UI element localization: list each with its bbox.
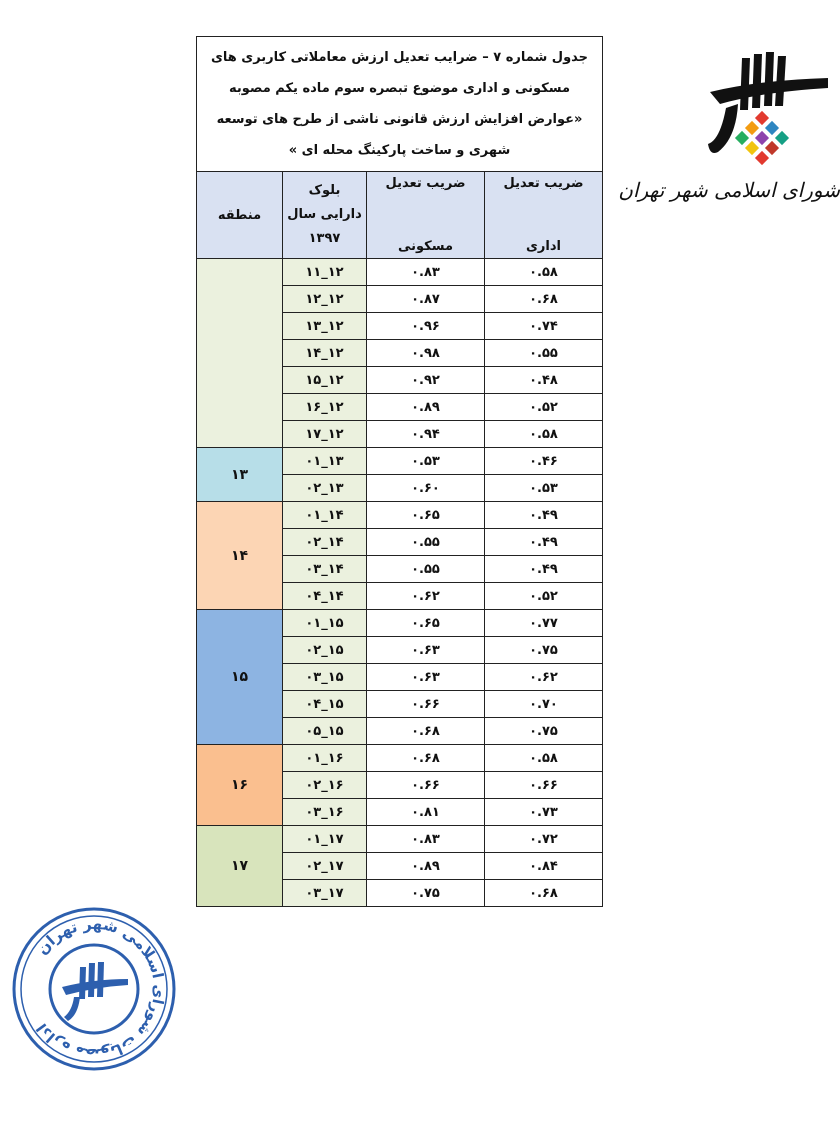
zone-cell	[197, 259, 283, 448]
table-row	[197, 745, 603, 772]
residential-coefficient: ۰.۸۹	[367, 394, 485, 421]
office-coefficient: ۰.۷۴	[485, 313, 603, 340]
header-block-line2: دارایی سال	[287, 207, 362, 222]
official-seal	[0, 905, 188, 1073]
residential-coefficient: ۰.۹۶	[367, 313, 485, 340]
title-line-1: جدول شماره ۷ – ضرایب تعدیل ارزش معاملاتی کاربری های	[210, 50, 589, 65]
residential-coefficient: ۰.۶۵	[367, 610, 485, 637]
zone-cell: ۱۷	[197, 826, 283, 907]
seal-stamp-icon	[0, 905, 188, 1073]
block-code: ۱۶_۰۳	[283, 799, 367, 826]
block-code: ۱۷_۰۲	[283, 853, 367, 880]
block-code: ۱۴_۰۴	[283, 583, 367, 610]
header-residential-line1: ضریب تعدیل	[385, 176, 466, 191]
logo-diamond	[745, 141, 759, 155]
block-code: ۱۵_۰۲	[283, 637, 367, 664]
logo-diamond	[745, 121, 759, 135]
office-coefficient: ۰.۵۲	[485, 583, 603, 610]
block-code: ۱۶_۰۱	[283, 745, 367, 772]
residential-coefficient: ۰.۷۵	[367, 880, 485, 907]
header-block-line3: ۱۳۹۷	[308, 231, 341, 246]
zone-cell: ۱۴	[197, 502, 283, 610]
office-coefficient: ۰.۷۲	[485, 826, 603, 853]
office-coefficient: ۰.۵۸	[485, 259, 603, 286]
residential-coefficient: ۰.۹۲	[367, 367, 485, 394]
block-code: ۱۲_۱۵	[283, 367, 367, 394]
residential-coefficient: ۰.۵۵	[367, 529, 485, 556]
office-coefficient: ۰.۴۶	[485, 448, 603, 475]
council-emblem-icon	[650, 48, 840, 178]
residential-coefficient: ۰.۵۳	[367, 448, 485, 475]
block-code: ۱۲_۱۱	[283, 259, 367, 286]
residential-coefficient: ۰.۹۸	[367, 340, 485, 367]
block-code: ۱۵_۰۴	[283, 691, 367, 718]
office-coefficient: ۰.۶۸	[485, 286, 603, 313]
residential-coefficient: ۰.۹۴	[367, 421, 485, 448]
logo-diamond	[755, 151, 769, 165]
block-code: ۱۴_۰۱	[283, 502, 367, 529]
office-coefficient: ۰.۸۴	[485, 853, 603, 880]
residential-coefficient: ۰.۶۶	[367, 772, 485, 799]
office-coefficient: ۰.۵۵	[485, 340, 603, 367]
block-code: ۱۲_۱۷	[283, 421, 367, 448]
residential-coefficient: ۰.۸۱	[367, 799, 485, 826]
residential-coefficient: ۰.۸۳	[367, 826, 485, 853]
residential-coefficient: ۰.۸۷	[367, 286, 485, 313]
block-code: ۱۲_۱۳	[283, 313, 367, 340]
logo-diamond	[755, 131, 769, 145]
header-block-line1: بلوک	[308, 183, 341, 198]
residential-coefficient: ۰.۶۲	[367, 583, 485, 610]
council-logo	[618, 48, 840, 218]
block-code: ۱۴_۰۳	[283, 556, 367, 583]
office-coefficient: ۰.۵۸	[485, 745, 603, 772]
residential-coefficient: ۰.۶۶	[367, 691, 485, 718]
header-zone: منطقه	[197, 172, 283, 259]
office-coefficient: ۰.۵۸	[485, 421, 603, 448]
zone-cell: ۱۶	[197, 745, 283, 826]
header-office-line1: ضریب تعدیل	[503, 176, 584, 191]
header-office-line2: اداری	[526, 239, 561, 254]
header-office	[485, 172, 603, 259]
table-row	[197, 259, 603, 286]
office-coefficient: ۰.۶۸	[485, 880, 603, 907]
office-coefficient: ۰.۶۶	[485, 772, 603, 799]
residential-coefficient: ۰.۶۳	[367, 637, 485, 664]
block-code: ۱۳_۰۱	[283, 448, 367, 475]
table-row	[197, 826, 603, 853]
office-coefficient: ۰.۷۵	[485, 637, 603, 664]
header-residential	[367, 172, 485, 259]
block-code: ۱۵_۰۱	[283, 610, 367, 637]
residential-coefficient: ۰.۵۵	[367, 556, 485, 583]
office-coefficient: ۰.۴۹	[485, 502, 603, 529]
office-coefficient: ۰.۷۳	[485, 799, 603, 826]
header-residential-line2: مسکونی	[397, 239, 454, 254]
residential-coefficient: ۰.۸۹	[367, 853, 485, 880]
table-row	[197, 448, 603, 475]
residential-coefficient: ۰.۶۸	[367, 745, 485, 772]
header-block	[283, 172, 367, 259]
residential-coefficient: ۰.۶۳	[367, 664, 485, 691]
office-coefficient: ۰.۵۲	[485, 394, 603, 421]
title-line-4: شهری و ساخت پارکینگ محله ای »	[288, 143, 511, 158]
office-coefficient: ۰.۷۷	[485, 610, 603, 637]
office-coefficient: ۰.۷۰	[485, 691, 603, 718]
block-code: ۱۴_۰۲	[283, 529, 367, 556]
logo-diamond	[775, 131, 789, 145]
table-title	[197, 37, 603, 172]
block-code: ۱۵_۰۳	[283, 664, 367, 691]
office-coefficient: ۰.۴۹	[485, 556, 603, 583]
block-code: ۱۲_۱۶	[283, 394, 367, 421]
title-line-2: مسکونی و اداری موضوع تبصره سوم ماده یکم مصوبه	[229, 81, 570, 96]
office-coefficient: ۰.۴۹	[485, 529, 603, 556]
zone-cell: ۱۳	[197, 448, 283, 502]
table-body	[197, 259, 603, 907]
logo-diamond	[755, 111, 769, 125]
adjustment-coefficients-table	[196, 36, 603, 907]
office-coefficient: ۰.۴۸	[485, 367, 603, 394]
table-row	[197, 502, 603, 529]
table-row	[197, 610, 603, 637]
logo-diamond	[765, 141, 779, 155]
zone-cell: ۱۵	[197, 610, 283, 745]
logo-diamond	[735, 131, 749, 145]
block-code: ۱۷_۰۳	[283, 880, 367, 907]
residential-coefficient: ۰.۶۰	[367, 475, 485, 502]
residential-coefficient: ۰.۶۸	[367, 718, 485, 745]
office-coefficient: ۰.۵۳	[485, 475, 603, 502]
residential-coefficient: ۰.۶۵	[367, 502, 485, 529]
block-code: ۱۵_۰۵	[283, 718, 367, 745]
seal-text: اداره مصوبات شورای اسلامی شهر تهران	[32, 914, 169, 1064]
block-code: ۱۷_۰۱	[283, 826, 367, 853]
office-coefficient: ۰.۶۲	[485, 664, 603, 691]
block-code: ۱۲_۱۲	[283, 286, 367, 313]
office-coefficient: ۰.۷۵	[485, 718, 603, 745]
logo-caption: شورای اسلامی شهر تهران	[618, 178, 840, 202]
block-code: ۱۳_۰۲	[283, 475, 367, 502]
logo-diamond	[765, 121, 779, 135]
title-line-3: «عوارض افزایش ارزش قانونی ناشی از طرح های توسعه	[216, 112, 583, 127]
block-code: ۱۲_۱۴	[283, 340, 367, 367]
block-code: ۱۶_۰۲	[283, 772, 367, 799]
residential-coefficient: ۰.۸۳	[367, 259, 485, 286]
